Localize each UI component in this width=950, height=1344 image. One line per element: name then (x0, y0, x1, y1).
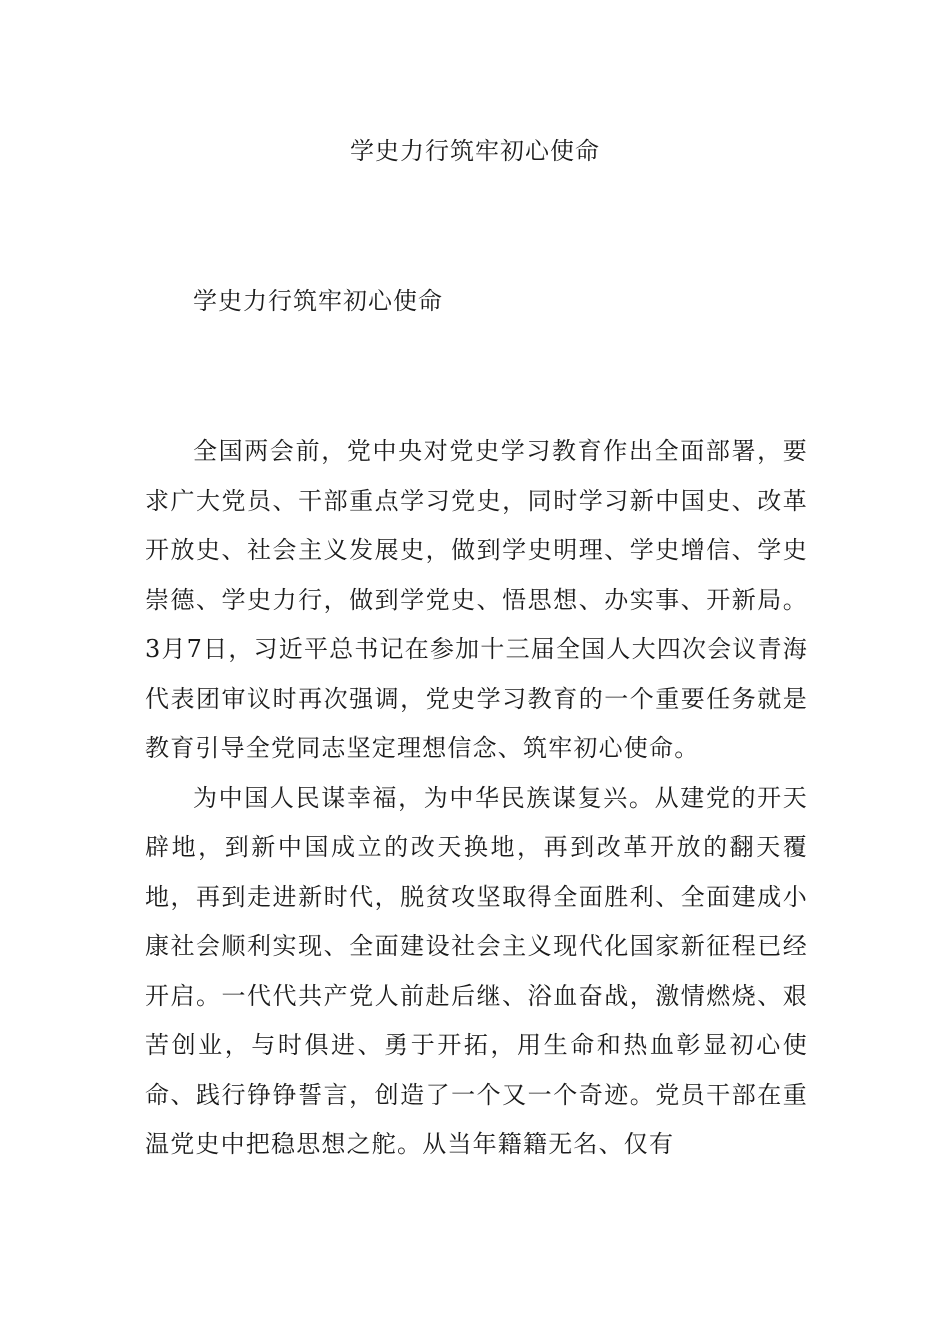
document-title: 学史力行筑牢初心使命 (350, 137, 600, 165)
paragraph-1: 全国两会前，党中央对党史学习教育作出全面部署，要求广大党员、干部重点学习党史，同时学习新中国史、改革开放史、社会主义发展史，做到学史明理、学史增信、学史崇德、学史力行，做到学党史、悟思想、办实事、开新局。3月7日，习近平总书记在参加十三届全国人大四次会议青海代表团审议时再次强调，党史学习教育的一个重要任务就是教育引导全党同志坚定理想信念、筑牢初心使命。 (145, 437, 808, 762)
paragraph-2: 为中国人民谋幸福，为中华民族谋复兴。从建党的开天辟地，到新中国成立的改天换地，再到改革开放的翻天覆地，再到走进新时代，脱贫攻坚取得全面胜利、全面建成小康社会顺利实现、全面建设社会主义现代化国家新征程已经开启。一代代共产党人前赴后继、浴血奋战，激情燃烧、艰苦创业，与时俱进、勇于开拓，用生命和热血彰显初心使命、践行铮铮誓言，创造了一个又一个奇迹。党员干部在重温党史中把稳思想之舵。从当年籍籍无名、仅有 (145, 783, 808, 1158)
document-subtitle: 学史力行筑牢初心使命 (193, 287, 443, 315)
document-body (145, 427, 808, 1170)
